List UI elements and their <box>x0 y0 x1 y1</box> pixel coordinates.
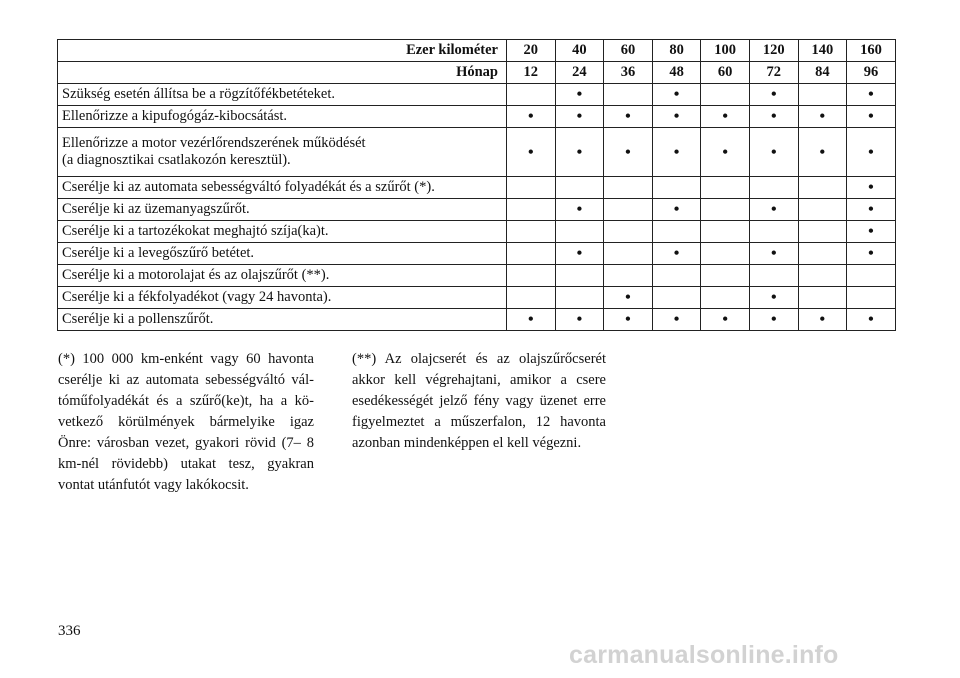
km-header-row-value: 80 <box>652 40 701 62</box>
km-header-row-value: 140 <box>798 40 847 62</box>
month-header-row-value: 36 <box>604 62 653 84</box>
task-description-line: Szükség esetén állítsa be a rögzítőfékbetéteket. <box>62 86 335 102</box>
task-description-line: Ellenőrizze a motor vezérlőrendszerének működését <box>62 135 366 151</box>
task-description <box>58 309 507 331</box>
service-mark: • <box>652 106 701 128</box>
empty-cell <box>652 287 701 309</box>
task-description-line: Cserélje ki a pollenszűrőt. <box>62 311 214 327</box>
service-mark: • <box>749 199 798 221</box>
service-mark: • <box>555 243 604 265</box>
task-description-line: Cserélje ki a motorolajat és az olajszűrőt (**). <box>62 267 330 283</box>
service-mark: • <box>555 128 604 177</box>
table-row <box>58 265 896 287</box>
empty-cell <box>798 265 847 287</box>
month-header-row-value: 60 <box>701 62 750 84</box>
empty-cell <box>749 221 798 243</box>
month-header-row-value: 12 <box>507 62 556 84</box>
service-mark: • <box>749 106 798 128</box>
empty-cell <box>507 84 556 106</box>
service-mark: • <box>847 106 896 128</box>
task-description-line: Cserélje ki az üzemanyagszűrőt. <box>62 201 250 217</box>
service-mark: • <box>555 84 604 106</box>
empty-cell <box>604 265 653 287</box>
service-mark: • <box>701 309 750 331</box>
km-header-row-label: Ezer kilométer <box>58 40 507 62</box>
service-mark: • <box>555 309 604 331</box>
service-mark: • <box>798 106 847 128</box>
service-mark: • <box>847 309 896 331</box>
empty-cell <box>798 243 847 265</box>
table-row <box>58 128 896 177</box>
service-mark: • <box>847 128 896 177</box>
month-header-row-value: 48 <box>652 62 701 84</box>
service-mark: • <box>701 128 750 177</box>
empty-cell <box>507 199 556 221</box>
empty-cell <box>507 221 556 243</box>
service-mark: • <box>798 309 847 331</box>
service-mark: • <box>604 309 653 331</box>
empty-cell <box>749 177 798 199</box>
empty-cell <box>604 84 653 106</box>
empty-cell <box>507 287 556 309</box>
service-mark: • <box>652 84 701 106</box>
empty-cell <box>847 265 896 287</box>
service-mark: • <box>749 84 798 106</box>
empty-cell <box>701 84 750 106</box>
service-mark: • <box>749 309 798 331</box>
empty-cell <box>555 265 604 287</box>
table-row <box>58 84 896 106</box>
service-mark: • <box>507 128 556 177</box>
service-mark: • <box>798 128 847 177</box>
empty-cell <box>701 243 750 265</box>
empty-cell <box>507 177 556 199</box>
empty-cell <box>507 243 556 265</box>
task-description <box>58 84 507 106</box>
table-row <box>58 287 896 309</box>
service-mark: • <box>847 221 896 243</box>
service-mark: • <box>749 128 798 177</box>
empty-cell <box>604 199 653 221</box>
empty-cell <box>798 221 847 243</box>
empty-cell <box>701 221 750 243</box>
service-mark: • <box>604 128 653 177</box>
empty-cell <box>701 265 750 287</box>
service-mark: • <box>847 177 896 199</box>
service-mark: • <box>507 309 556 331</box>
service-mark: • <box>604 287 653 309</box>
table-row <box>58 199 896 221</box>
month-header-row-value: 72 <box>749 62 798 84</box>
service-mark: • <box>847 84 896 106</box>
month-header-row-label: Hónap <box>58 62 507 84</box>
km-header-row-value: 160 <box>847 40 896 62</box>
task-description-line: Cserélje ki a fékfolyadékot (vagy 24 havonta). <box>62 289 332 305</box>
table-row <box>58 309 896 331</box>
table-row <box>58 221 896 243</box>
service-mark: • <box>749 243 798 265</box>
empty-cell <box>604 221 653 243</box>
empty-cell <box>604 177 653 199</box>
empty-cell <box>798 287 847 309</box>
empty-cell <box>652 177 701 199</box>
service-mark: • <box>555 199 604 221</box>
task-description <box>58 287 507 309</box>
page-number: 336 <box>58 623 81 639</box>
km-header-row-value: 40 <box>555 40 604 62</box>
km-header-row-value: 60 <box>604 40 653 62</box>
empty-cell <box>652 265 701 287</box>
task-description <box>58 221 507 243</box>
service-mark: • <box>847 243 896 265</box>
empty-cell <box>847 287 896 309</box>
empty-cell <box>749 265 798 287</box>
footnote-oil-change: (**) Az olajcserét és az olajszűrőcserét akkor kell végrehajtani, amikor a csere esedékességét jelző fény vagy üzenet erre figyelmeztet a műszerfalon, 12 havonta azonban mindenképpen el kell végezni. <box>352 351 606 451</box>
empty-cell <box>555 221 604 243</box>
service-mark: • <box>652 309 701 331</box>
month-header-row-value: 84 <box>798 62 847 84</box>
km-header-row <box>58 40 896 62</box>
service-mark: • <box>652 199 701 221</box>
service-mark: • <box>749 287 798 309</box>
table-row <box>58 177 896 199</box>
watermark-text: carmanualsonline.info <box>569 641 839 669</box>
task-description-line: Cserélje ki a tartozékokat meghajtó szíja(ka)t. <box>62 223 329 239</box>
km-header-row-value: 20 <box>507 40 556 62</box>
maintenance-schedule-table <box>57 39 896 331</box>
service-mark: • <box>555 106 604 128</box>
task-description-line: Cserélje ki az automata sebességváltó folyadékát és a szűrőt (*). <box>62 179 435 195</box>
service-mark: • <box>701 106 750 128</box>
task-description-line: Cserélje ki a levegőszűrő betétet. <box>62 245 255 261</box>
month-header-row <box>58 62 896 84</box>
empty-cell <box>701 287 750 309</box>
task-description <box>58 128 507 177</box>
task-description <box>58 177 507 199</box>
empty-cell <box>798 177 847 199</box>
km-header-row-value: 120 <box>749 40 798 62</box>
empty-cell <box>604 243 653 265</box>
service-mark: • <box>847 199 896 221</box>
task-description <box>58 106 507 128</box>
task-description <box>58 243 507 265</box>
service-mark: • <box>652 128 701 177</box>
service-mark: • <box>507 106 556 128</box>
empty-cell <box>555 177 604 199</box>
footnote-automatic-transmission: (*) 100 000 km-enként vagy 60 havonta cserélje ki az automata sebességváltó váltóműfolyadékát és a szűrő(ke)t, ha a következő körülmények bármelyike igaz Önre: városban vezet, gyakori rövid (7– 8 km-nél rövidebb) utakat tesz, gyakran vontat utánfutót vagy lakókocsit. <box>58 351 314 493</box>
empty-cell <box>652 221 701 243</box>
km-header-row-value: 100 <box>701 40 750 62</box>
empty-cell <box>798 199 847 221</box>
task-description-line: (a diagnosztikai csatlakozón keresztül). <box>62 152 291 168</box>
empty-cell <box>701 177 750 199</box>
empty-cell <box>507 265 556 287</box>
service-mark: • <box>604 106 653 128</box>
task-description <box>58 199 507 221</box>
task-description <box>58 265 507 287</box>
table-row <box>58 243 896 265</box>
month-header-row-value: 24 <box>555 62 604 84</box>
table-row <box>58 106 896 128</box>
task-description-line: Ellenőrizze a kipufogógáz-kibocsátást. <box>62 108 288 124</box>
month-header-row-value: 96 <box>847 62 896 84</box>
service-mark: • <box>652 243 701 265</box>
empty-cell <box>555 287 604 309</box>
empty-cell <box>701 199 750 221</box>
empty-cell <box>798 84 847 106</box>
